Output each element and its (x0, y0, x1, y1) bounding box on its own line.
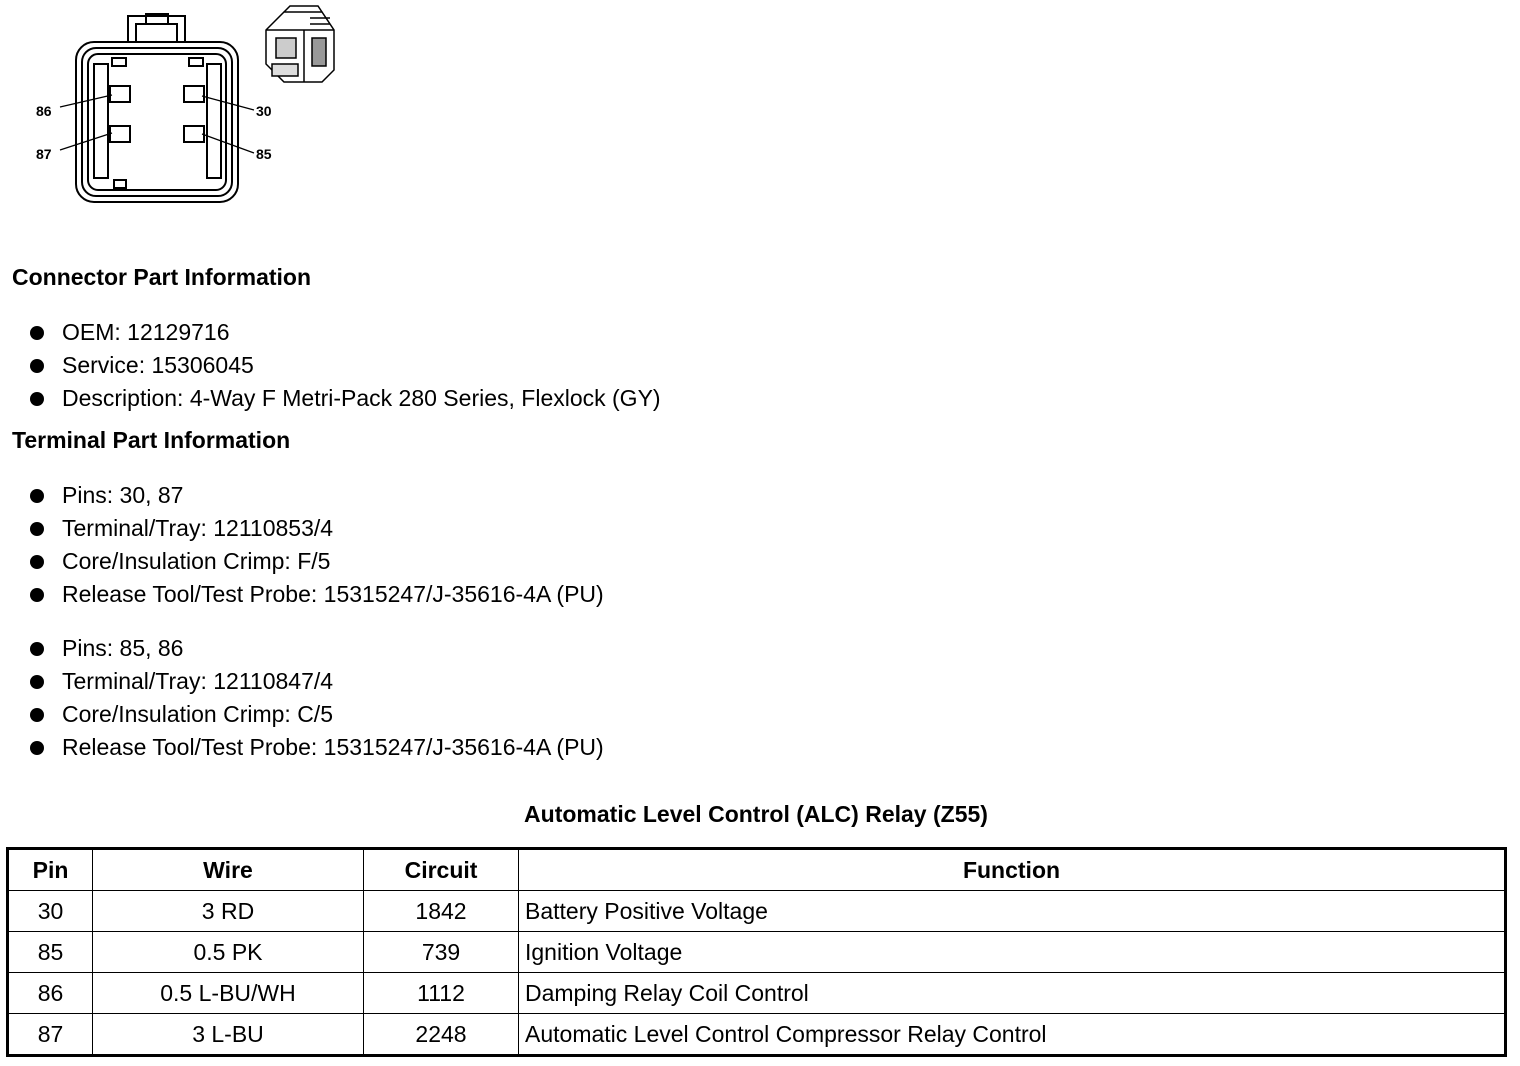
cell-wire: 3 RD (93, 891, 364, 932)
cell-pin: 85 (8, 932, 93, 973)
list-item: Pins: 30, 87 (28, 479, 604, 512)
header-circuit: Circuit (364, 849, 519, 891)
cell-wire: 0.5 L-BU/WH (93, 973, 364, 1014)
connector-body (76, 14, 238, 202)
list-item: Release Tool/Test Probe: 15315247/J-35616-4A (PU) (28, 731, 604, 764)
cell-circuit: 1112 (364, 973, 519, 1014)
pin-table (6, 847, 1507, 1057)
leader-lines (60, 95, 254, 153)
terminal-info-heading: Terminal Part Information (12, 427, 291, 453)
table-header-row (8, 849, 1506, 891)
table-row (8, 973, 1506, 1014)
list-item: Core/Insulation Crimp: C/5 (28, 698, 604, 731)
table-row (8, 1014, 1506, 1056)
connector-info-list (28, 316, 661, 415)
table-row (8, 891, 1506, 932)
header-pin: Pin (8, 849, 93, 891)
cell-circuit: 739 (364, 932, 519, 973)
pin-label-86: 86 (36, 103, 52, 119)
pin-label-87: 87 (36, 146, 52, 162)
cell-circuit: 1842 (364, 891, 519, 932)
list-item: Description: 4-Way F Metri-Pack 280 Series, Flexlock (GY) (28, 382, 661, 415)
connector-diagram (0, 0, 340, 215)
header-function: Function (519, 849, 1506, 891)
connector-info-heading: Connector Part Information (12, 264, 312, 290)
cell-function: Automatic Level Control Compressor Relay Control (519, 1014, 1506, 1056)
cell-wire: 3 L-BU (93, 1014, 364, 1056)
cell-function: Battery Positive Voltage (519, 891, 1506, 932)
cell-function: Ignition Voltage (519, 932, 1506, 973)
cell-pin: 30 (8, 891, 93, 932)
list-item: Core/Insulation Crimp: F/5 (28, 545, 604, 578)
pin-label-85: 85 (256, 146, 272, 162)
header-wire: Wire (93, 849, 364, 891)
cell-pin: 86 (8, 973, 93, 1014)
list-item: Pins: 85, 86 (28, 632, 604, 665)
cell-pin: 87 (8, 1014, 93, 1056)
pin-label-30: 30 (256, 103, 272, 119)
list-item: Terminal/Tray: 12110847/4 (28, 665, 604, 698)
cell-circuit: 2248 (364, 1014, 519, 1056)
terminal-group-2 (28, 632, 604, 764)
connector-illustration (266, 6, 334, 82)
list-item: Service: 15306045 (28, 349, 661, 382)
terminal-group-1 (28, 479, 604, 611)
list-item: Release Tool/Test Probe: 15315247/J-35616-4A (PU) (28, 578, 604, 611)
cell-function: Damping Relay Coil Control (519, 973, 1506, 1014)
list-item: OEM: 12129716 (28, 316, 661, 349)
table-row (8, 932, 1506, 973)
list-item: Terminal/Tray: 12110853/4 (28, 512, 604, 545)
pin-table-title: Automatic Level Control (ALC) Relay (Z55) (524, 801, 988, 827)
cell-wire: 0.5 PK (93, 932, 364, 973)
